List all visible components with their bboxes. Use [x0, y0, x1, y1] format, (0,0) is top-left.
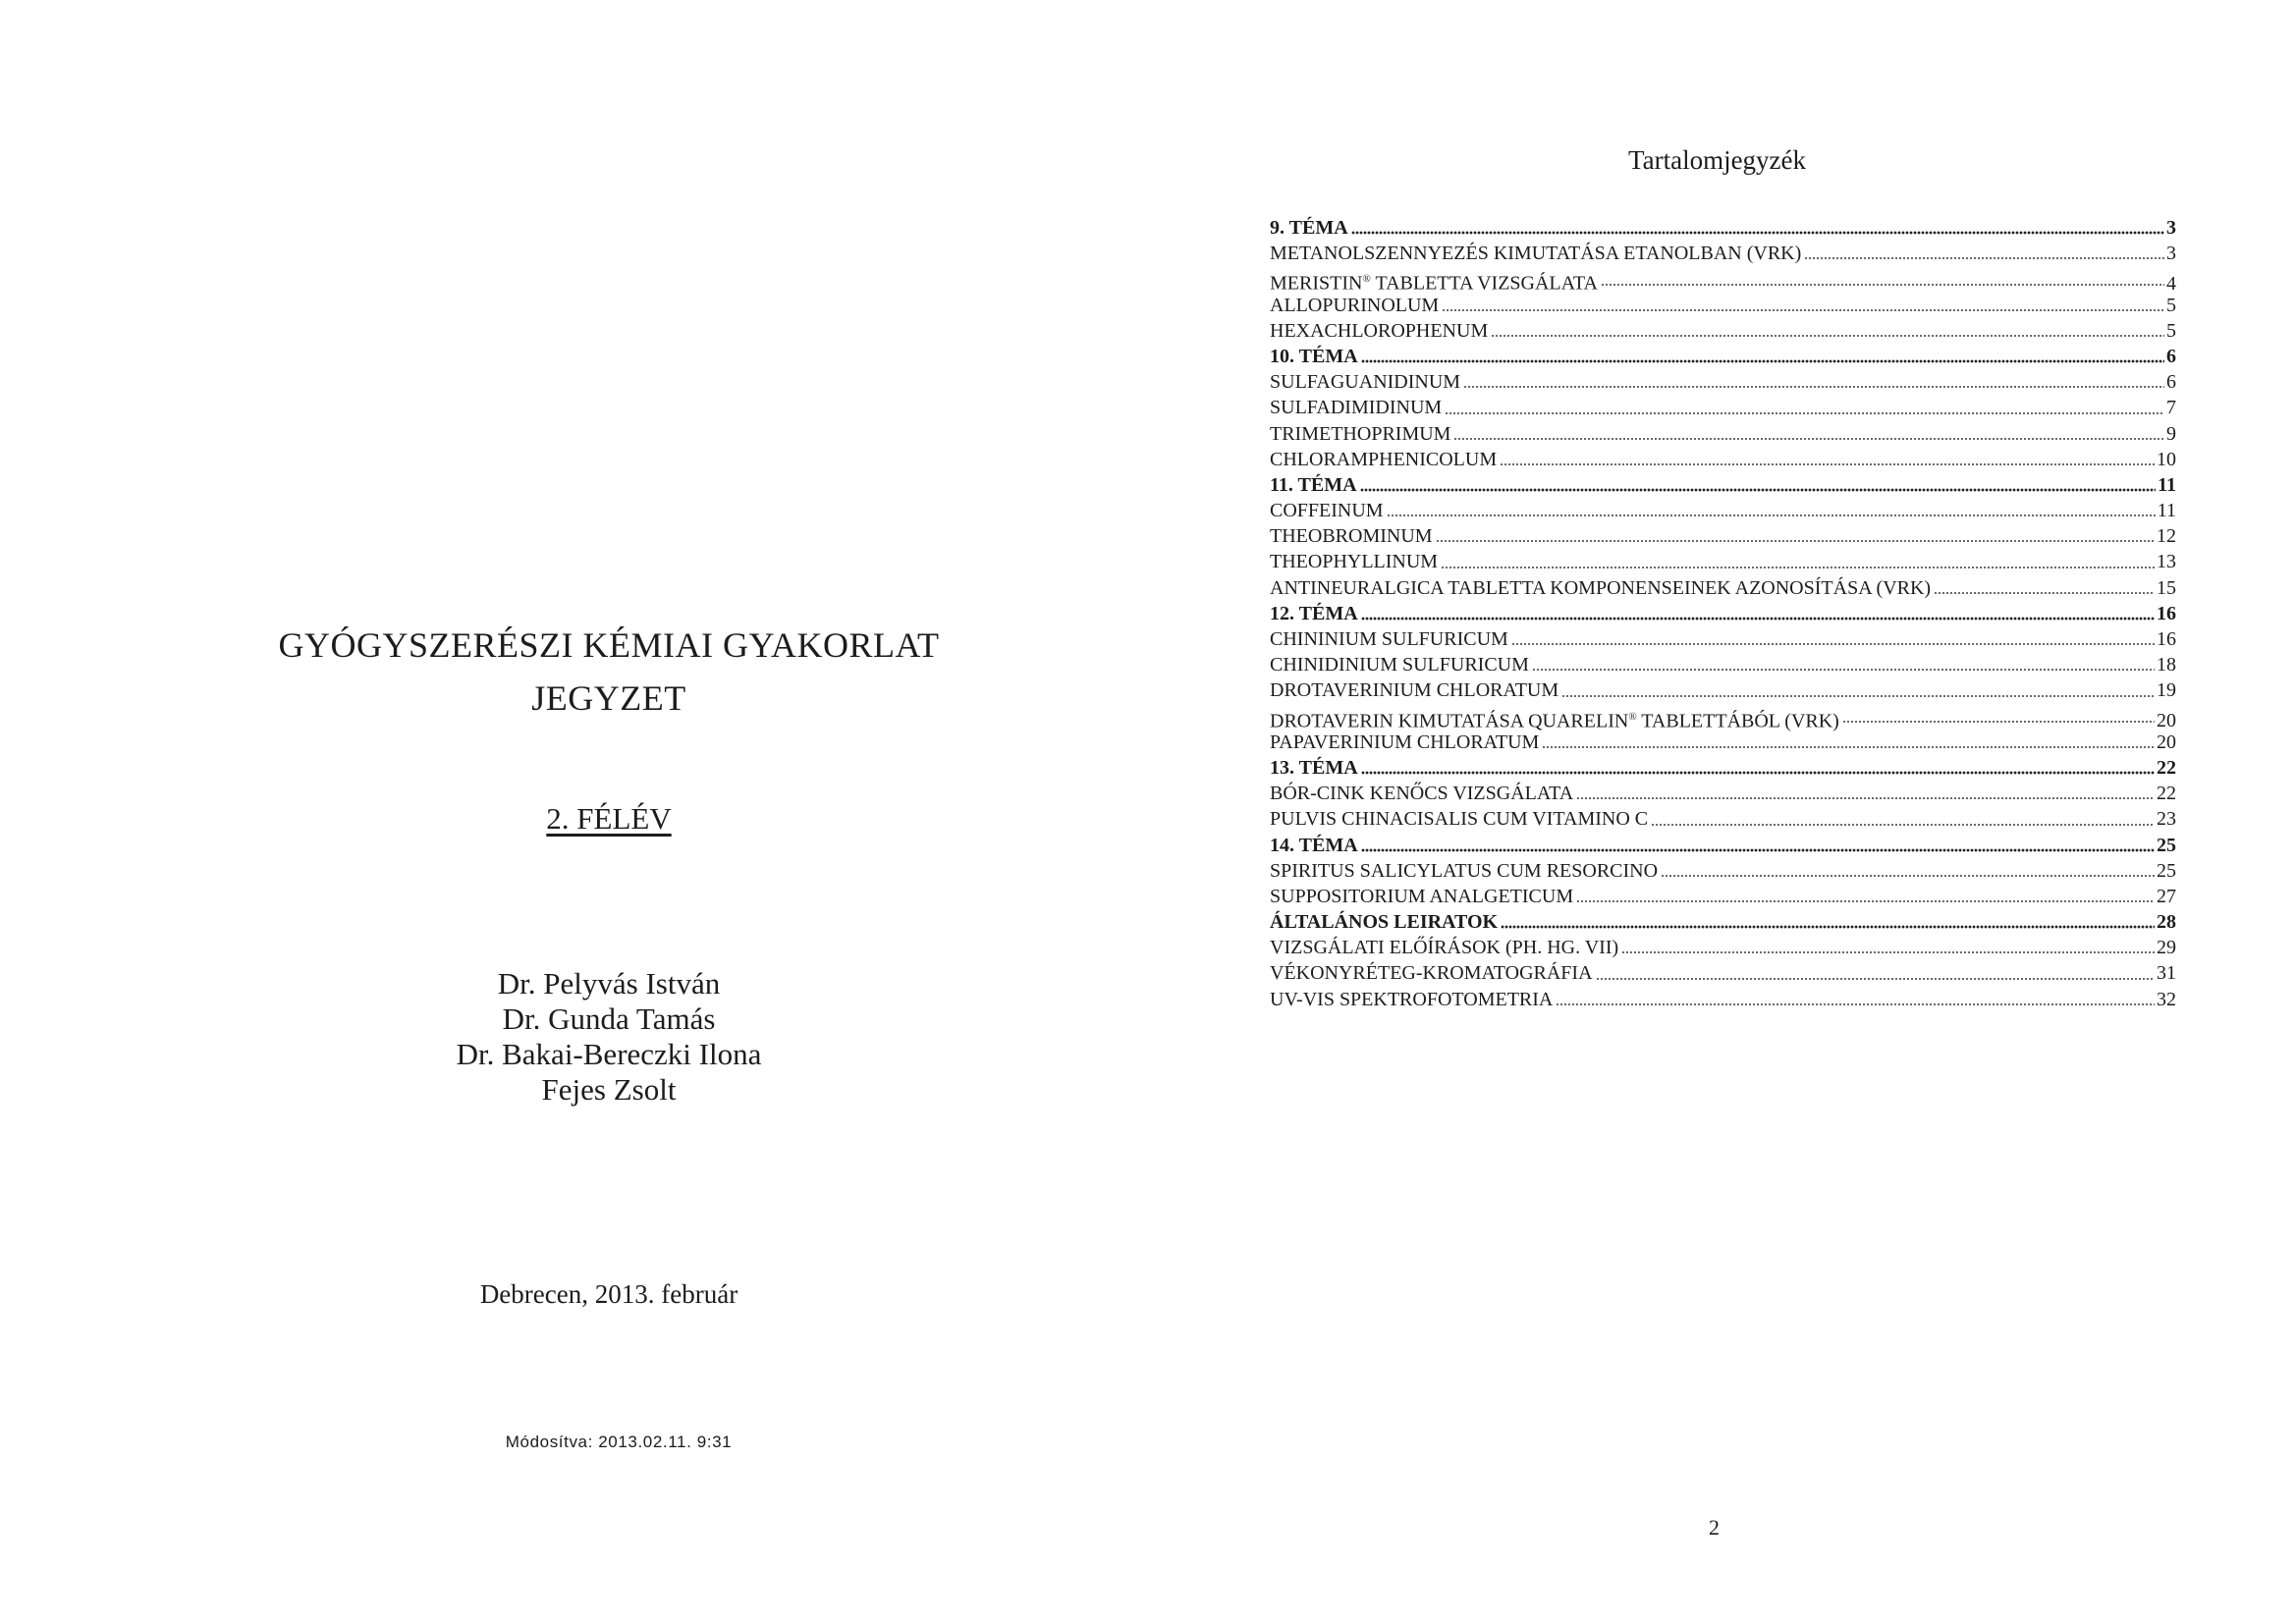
dot-leader — [1351, 231, 2164, 235]
dot-leader — [1361, 359, 2164, 363]
title-line-1: GYÓGYSZERÉSZI KÉMIAI GYAKORLAT — [278, 625, 940, 665]
dot-leader — [1511, 642, 2155, 646]
toc-header: Tartalomjegyzék — [1628, 145, 1807, 175]
toc-entry[interactable] — [1270, 806, 2176, 832]
toc-entry-page: 29 — [2157, 937, 2176, 959]
toc-entry-page: 28 — [2157, 911, 2176, 934]
toc-entry[interactable] — [1270, 318, 2176, 344]
toc-entry-page: 7 — [2166, 397, 2176, 419]
toc-entry[interactable] — [1270, 421, 2176, 447]
toc-entry[interactable] — [1270, 626, 2176, 652]
semester-text: 2. FÉLÉV — [546, 801, 672, 836]
dot-leader — [1361, 771, 2155, 775]
toc-entry[interactable] — [1270, 704, 2176, 730]
toc-entry-page: 11 — [2157, 500, 2176, 522]
toc-entry-page: 19 — [2157, 679, 2176, 702]
toc-entry-page: 13 — [2157, 551, 2176, 573]
toc-entry[interactable] — [1270, 652, 2176, 677]
toc-entry-title: 10. TÉMA — [1270, 345, 1358, 367]
toc-entry-title: VIZSGÁLATI ELŐÍRÁSOK (PH. HG. VII) — [1270, 937, 1619, 959]
place-date: Debrecen, 2013. február — [479, 1279, 738, 1309]
toc-entry-page: 3 — [2166, 217, 2176, 239]
toc-entry-page: 16 — [2157, 602, 2176, 624]
toc-entry-page: 25 — [2157, 834, 2176, 856]
toc-entry-title: BÓR-CINK KENŐCS VIZSGÁLATA — [1270, 783, 1574, 805]
toc-entry-page: 23 — [2157, 808, 2176, 831]
toc-entry-page: 4 — [2166, 273, 2176, 296]
dot-leader — [1501, 925, 2155, 929]
toc-entry-title: TRIMETHOPRIMUM — [1270, 422, 1451, 445]
toc-entry-page: 11 — [2158, 473, 2176, 496]
toc-entry-title: THEOPHYLLINUM — [1270, 551, 1439, 573]
toc-entry-title: PULVIS CHINACISALIS CUM VITAMINO C — [1270, 808, 1649, 831]
toc-entry[interactable] — [1270, 241, 2176, 266]
toc-entry-page: 10 — [2157, 448, 2176, 470]
toc-entry[interactable] — [1270, 498, 2176, 523]
toc-entry-title: SULFAGUANIDINUM — [1270, 371, 1461, 394]
toc-entry-title: ALLOPURINOLUM — [1270, 294, 1440, 316]
toc-entry-title: DROTAVERINIUM CHLORATUM — [1270, 679, 1559, 702]
toc-entry-title: COFFEINUM — [1270, 500, 1384, 522]
author-name: Dr. Bakai-Bereczki Ilona — [456, 1037, 762, 1071]
toc-entry-page: 22 — [2157, 756, 2176, 779]
dot-leader — [1842, 720, 2155, 724]
toc-entry-page: 22 — [2157, 783, 2176, 805]
table-of-contents — [1270, 215, 2176, 1012]
toc-entry-title: METANOLSZENNYEZÉS KIMUTATÁSA ETANOLBAN (VRK) — [1270, 243, 1802, 265]
toc-entry-page: 27 — [2157, 885, 2176, 907]
dot-leader — [1576, 796, 2155, 800]
toc-section-heading[interactable] — [1270, 472, 2176, 498]
toc-page — [1218, 0, 2296, 1623]
toc-section-heading[interactable] — [1270, 215, 2176, 241]
toc-entry[interactable] — [1270, 549, 2176, 574]
toc-entry[interactable] — [1270, 781, 2176, 806]
toc-entry[interactable] — [1270, 935, 2176, 960]
toc-entry[interactable] — [1270, 575, 2176, 601]
toc-entry[interactable] — [1270, 523, 2176, 549]
dot-leader — [1500, 462, 2155, 466]
dot-leader — [1556, 1002, 2155, 1006]
dot-leader — [1561, 694, 2155, 698]
author-list — [0, 966, 1218, 1108]
toc-entry-title: CHINIDINIUM SULFURICUM — [1270, 654, 1529, 676]
dot-leader — [1542, 745, 2155, 749]
modified-stamp: Módosítva: 2013.02.11. 9:31 — [505, 1433, 733, 1451]
toc-entry[interactable] — [1270, 987, 2176, 1012]
toc-entry-page: 32 — [2157, 988, 2176, 1010]
toc-section-heading[interactable] — [1270, 755, 2176, 781]
registered-mark: ® — [1628, 710, 1637, 723]
toc-entry-title: UV-VIS SPEKTROFOTOMETRIA — [1270, 988, 1554, 1010]
toc-entry-title: CHLORAMPHENICOLUM — [1270, 448, 1498, 470]
toc-entry-title: 9. TÉMA — [1270, 217, 1348, 239]
toc-entry[interactable] — [1270, 447, 2176, 472]
toc-section-heading[interactable] — [1270, 833, 2176, 858]
toc-entry-page: 12 — [2157, 525, 2176, 548]
toc-entry-title: ANTINEURALGICA TABLETTA KOMPONENSEINEK AZONOSÍTÁSA (VRK) — [1270, 576, 1932, 599]
toc-entry-page: 18 — [2157, 654, 2176, 676]
dot-leader — [1453, 437, 2164, 441]
toc-entry-page: 6 — [2166, 371, 2176, 394]
dot-leader — [1532, 668, 2155, 672]
toc-section-heading[interactable] — [1270, 601, 2176, 626]
dot-leader — [1442, 308, 2164, 312]
toc-entry[interactable] — [1270, 960, 2176, 986]
toc-entry-title: 14. TÉMA — [1270, 834, 1358, 856]
dot-leader — [1601, 283, 2164, 287]
toc-entry[interactable] — [1270, 858, 2176, 884]
toc-entry-page: 20 — [2157, 730, 2176, 753]
dot-leader — [1463, 385, 2164, 389]
toc-entry-title: SUPPOSITORIUM ANALGETICUM — [1270, 885, 1574, 907]
toc-entry-page: 31 — [2157, 962, 2176, 985]
dot-leader — [1661, 874, 2155, 878]
toc-entry-page: 5 — [2166, 319, 2176, 342]
registered-mark: ® — [1362, 273, 1371, 286]
page-number: 2 — [1709, 1515, 1720, 1540]
toc-entry-page: 15 — [2157, 576, 2176, 599]
dot-leader — [1441, 566, 2155, 569]
dot-leader — [1491, 334, 2164, 338]
toc-entry-title: CHININIUM SULFURICUM — [1270, 628, 1508, 650]
toc-entry-title: THEOBROMINUM — [1270, 525, 1433, 548]
toc-entry-title: HEXACHLOROPHENUM — [1270, 319, 1489, 342]
dot-leader — [1445, 411, 2164, 415]
dot-leader — [1436, 539, 2155, 543]
toc-entry-title: DROTAVERIN KIMUTATÁSA QUARELIN® TABLETTÁBÓL (VRK) — [1270, 710, 1839, 732]
dot-leader — [1651, 823, 2155, 827]
toc-entry-title: 12. TÉMA — [1270, 602, 1358, 624]
document-title — [0, 619, 1218, 725]
dot-leader — [1804, 256, 2164, 260]
dot-leader — [1361, 848, 2155, 852]
author-name: Dr. Gunda Tamás — [502, 1001, 716, 1036]
toc-entry-page: 25 — [2157, 859, 2176, 882]
toc-entry-title: 11. TÉMA — [1270, 473, 1357, 496]
dot-leader — [1576, 899, 2155, 903]
dot-leader — [1596, 977, 2155, 981]
semester-label — [0, 801, 1218, 837]
toc-entry-page: 3 — [2166, 243, 2176, 265]
author-name: Dr. Pelyvás István — [497, 966, 721, 1001]
dot-leader — [1621, 950, 2155, 954]
toc-entry-title: PAPAVERINIUM CHLORATUM — [1270, 730, 1540, 753]
dot-leader — [1934, 591, 2155, 595]
toc-entry-title: VÉKONYRÉTEG-KROMATOGRÁFIA — [1270, 962, 1593, 985]
toc-entry-page: 6 — [2166, 345, 2176, 367]
toc-entry-title: 13. TÉMA — [1270, 756, 1358, 779]
dot-leader — [1361, 617, 2155, 621]
toc-entry[interactable] — [1270, 266, 2176, 296]
toc-entry-page: 9 — [2166, 422, 2176, 445]
toc-entry[interactable] — [1270, 677, 2176, 703]
toc-entry-title: ÁLTALÁNOS LEIRATOK — [1270, 911, 1499, 934]
title-line-2: JEGYZET — [531, 678, 686, 718]
toc-entry[interactable] — [1270, 395, 2176, 420]
dot-leader — [1387, 514, 2156, 517]
toc-entry-title: MERISTIN® TABLETTA VIZSGÁLATA — [1270, 273, 1598, 296]
dot-leader — [1360, 488, 2157, 492]
toc-entry[interactable] — [1270, 884, 2176, 909]
toc-entry[interactable] — [1270, 293, 2176, 318]
toc-entry-page: 20 — [2157, 710, 2176, 732]
toc-entry-page: 16 — [2157, 628, 2176, 650]
toc-entry-title: SULFADIMIDINUM — [1270, 397, 1443, 419]
toc-entry-page: 5 — [2166, 294, 2176, 316]
toc-entry-title: SPIRITUS SALICYLATUS CUM RESORCINO — [1270, 859, 1659, 882]
toc-entry[interactable] — [1270, 369, 2176, 395]
author-name: Fejes Zsolt — [541, 1072, 677, 1107]
toc-section-heading[interactable] — [1270, 344, 2176, 369]
toc-section-heading[interactable] — [1270, 909, 2176, 935]
